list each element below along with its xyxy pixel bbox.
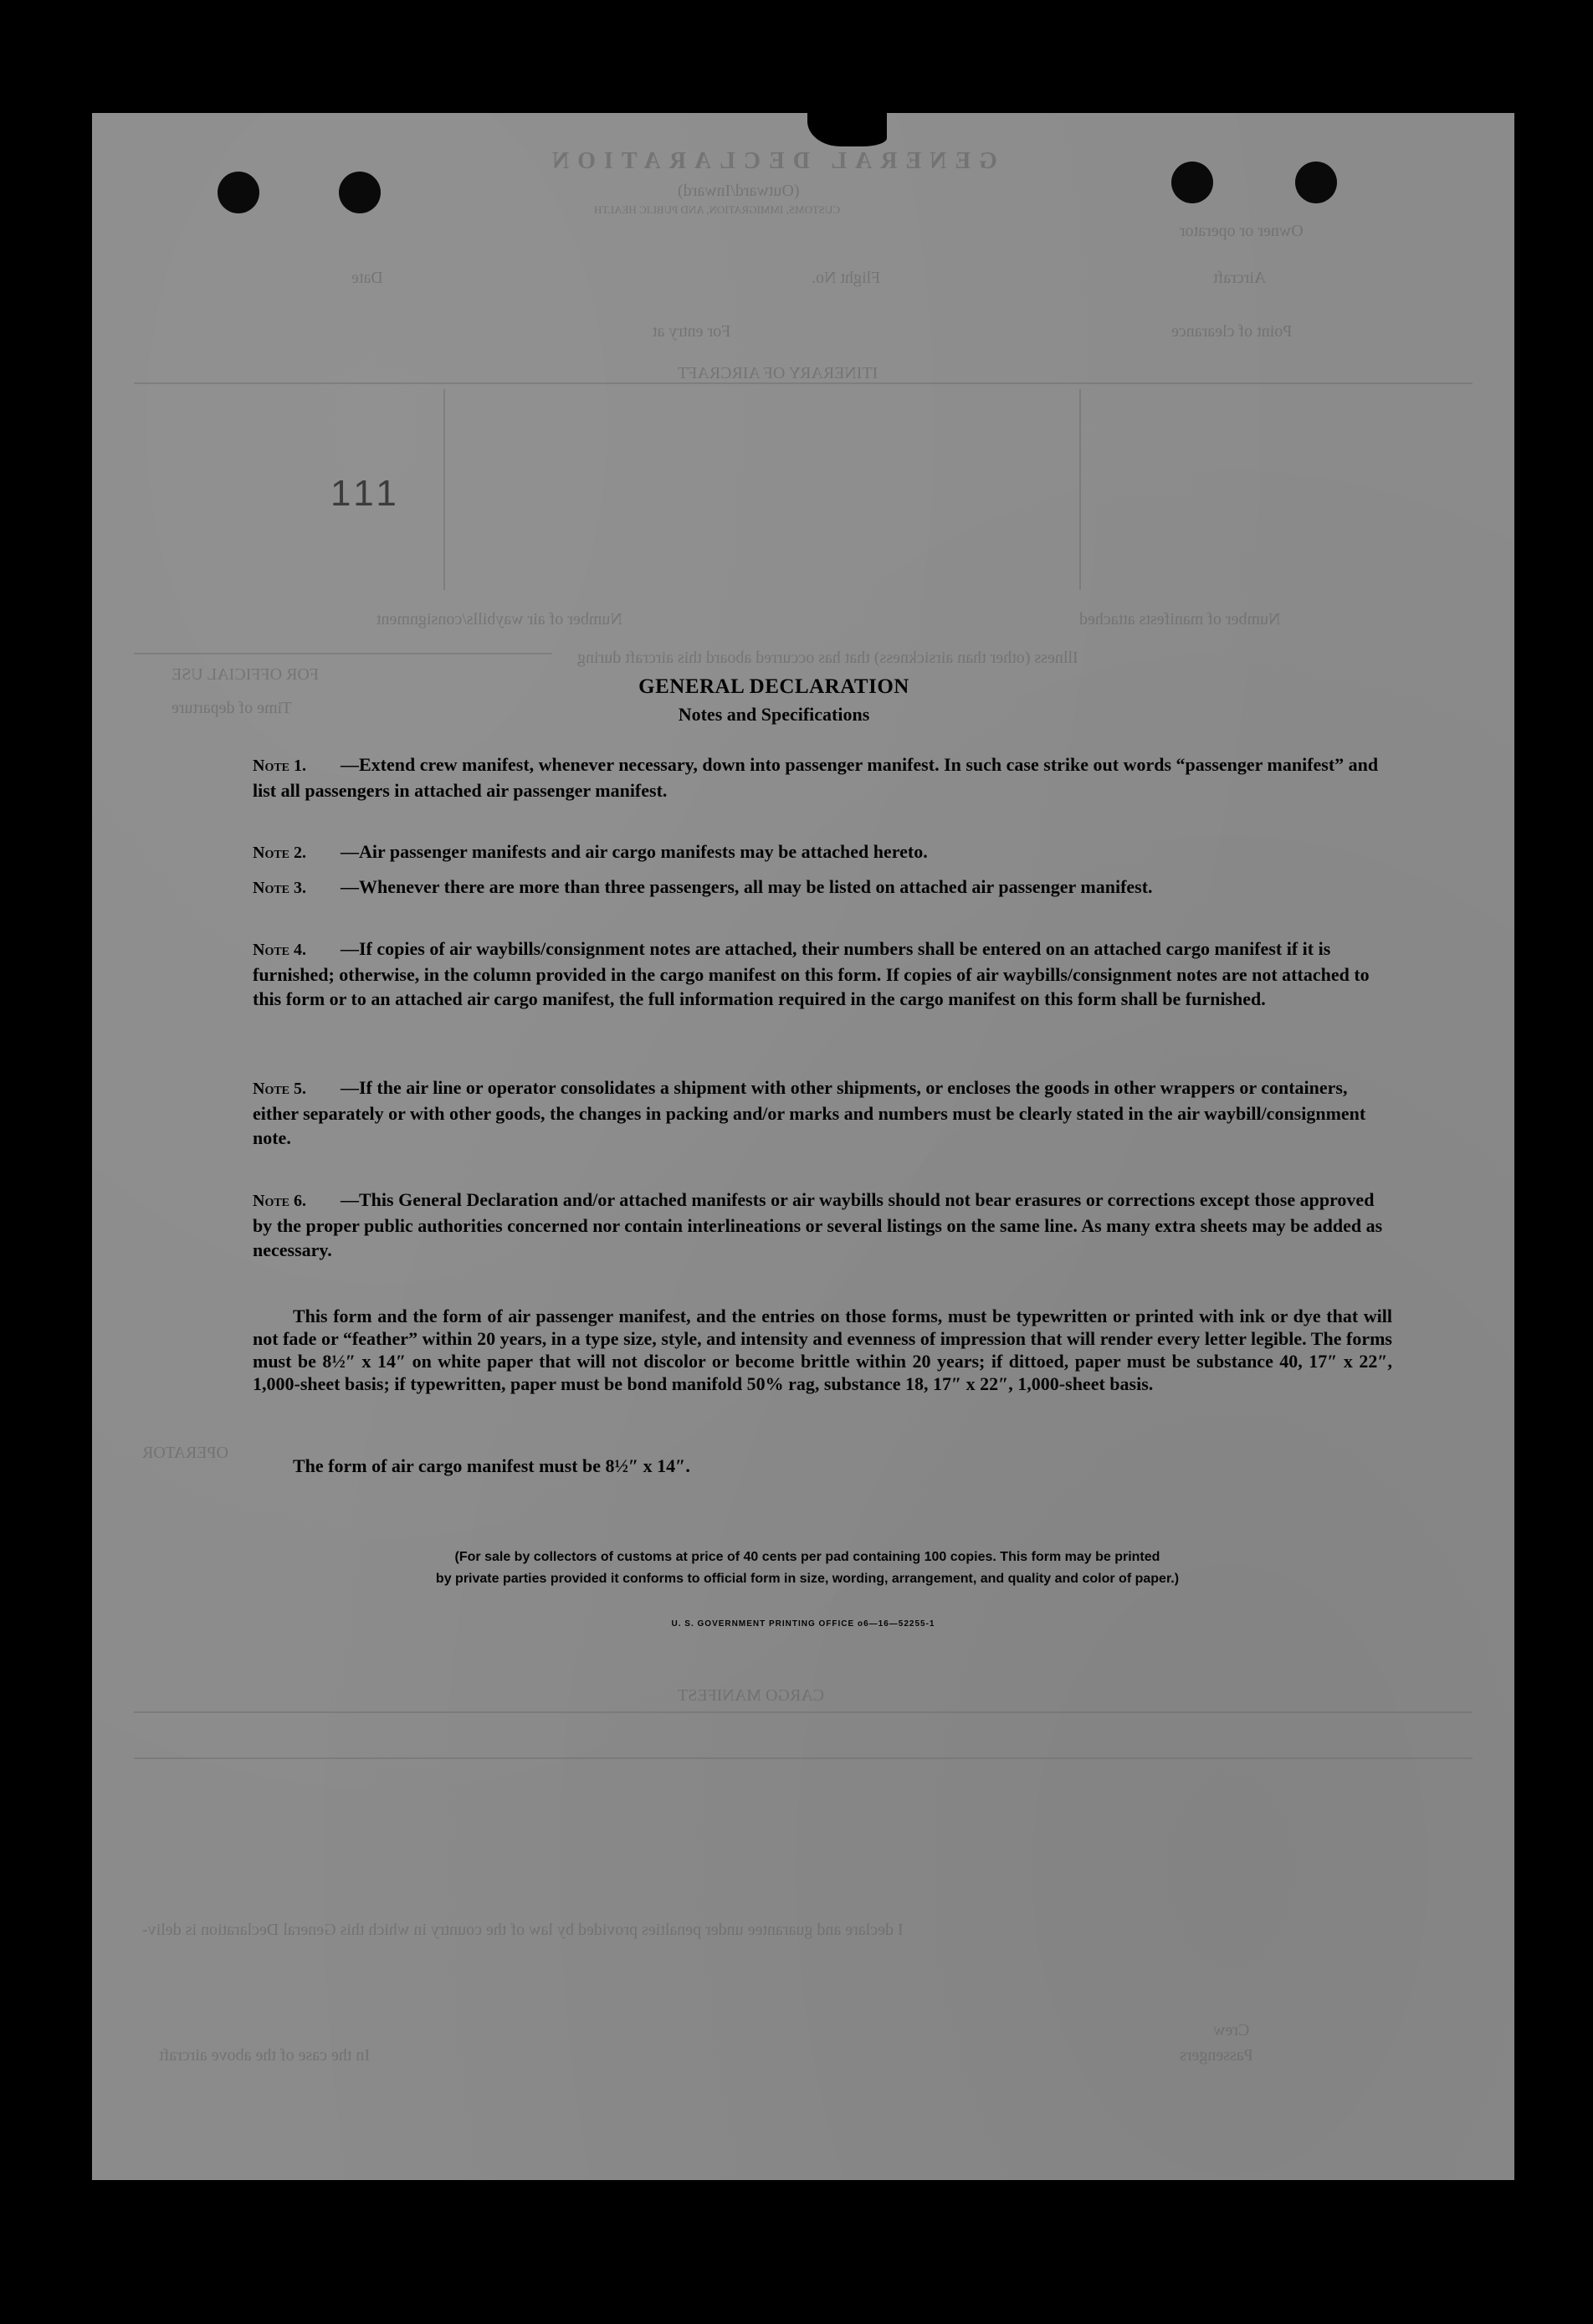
printing-office-line: U. S. GOVERNMENT PRINTING OFFICE o6—16—52255-1 — [671, 1619, 935, 1629]
note-3 — [253, 875, 1392, 900]
bleedthrough-manifests: Number of manifests attached — [1079, 610, 1281, 628]
note-text: —Extend crew manifest, whenever necessary, down into passenger manifest. In such case strike out words “passenger manifest” and list all passengers in attached air passenger manifest. — [253, 754, 1379, 801]
page-subtitle: Notes and Specifications — [678, 704, 870, 725]
note-text: —This General Declaration and/or attached manifests or air waybills should not bear erasures or corrections except those approved by the proper public authorities concerned nor contain interlineations or several listings on the same line. As many extra sheets may be added as necessary. — [253, 1189, 1383, 1260]
note-text: —Air passenger manifests and air cargo manifests may be attached hereto. — [341, 841, 928, 862]
bleedthrough-owner: Owner or operator — [1180, 222, 1304, 240]
bleedthrough-crew: Crew — [1213, 2021, 1250, 2039]
sale-notice-line-1: (For sale by collectors of customs at price of 40 cents per pad containing 100 copies. This form may be printed — [454, 1550, 1160, 1564]
sale-notice-line-2: by private parties provided it conforms to official form in size, wording, arrangement, and quality and color of paper.) — [435, 1572, 1180, 1586]
note-label: Note 3. — [253, 879, 307, 897]
note-text: —If copies of air waybills/consignment notes are attached, their numbers shall be entered on an attached cargo manifest if it is furnished; otherwise, in the column provided in the cargo manifest on this form. If copies of air waybills/consignment notes are not attached to this form or to an attached air cargo manifest, the full information required in the cargo manifest on this form shall be furnished. — [253, 938, 1370, 1009]
bleedthrough-departure: Time of departure — [172, 699, 292, 717]
note-5 — [253, 1075, 1392, 1150]
bleedthrough-declare: I declare and guarantee under penalties provided by law of the country in which this General Declaration is deliv- — [142, 1921, 904, 1939]
note-text: —Whenever there are more than three passengers, all may be listed on attached air passenger manifest. — [341, 876, 1153, 897]
bleedthrough-subtitle: (Outward/Inward) — [678, 182, 800, 200]
bleedthrough-illness: Illness (other than airsickness) that has occurred aboard this aircraft during — [577, 649, 1078, 667]
note-6 — [253, 1188, 1392, 1262]
note-label: Note 5. — [253, 1080, 307, 1098]
note-1 — [253, 752, 1392, 803]
bleedthrough-itinerary: ITINERARY OF AIRCRAFT — [678, 364, 878, 382]
bleedthrough-entry: For entry at — [653, 322, 731, 341]
bleedthrough-passengers: Passengers — [1180, 2046, 1253, 2065]
note-text: —If the air line or operator consolidates a shipment with other shipments, or encloses the goods in other wrappers or containers, either separately or with other goods, the changes in packing and/or marks and numbers must be clearly stated in the air waybill/consignment note. — [253, 1077, 1366, 1148]
bleedthrough-official: FOR OFFICIAL USE — [172, 665, 319, 684]
document-sheet — [92, 113, 1514, 2180]
note-label: Note 2. — [253, 844, 307, 862]
note-4 — [253, 936, 1392, 1011]
bleedthrough-waybills: Number of air waybills/consignment — [376, 610, 622, 628]
cargo-manifest-size: The form of air cargo manifest must be 8½″ x 14″. — [293, 1455, 690, 1476]
bleedthrough-flight: Flight No. — [812, 269, 881, 287]
bleedthrough-operator: OPERATOR — [142, 1444, 228, 1462]
bleedthrough-clearance: Point of clearance — [1171, 322, 1293, 341]
note-label: Note 6. — [253, 1192, 307, 1210]
note-label: Note 4. — [253, 941, 307, 959]
bleedthrough-mark: 111 — [330, 473, 402, 514]
bleedthrough-agency: CUSTOMS, IMMIGRATION, AND PUBLIC HEALTH — [594, 203, 840, 216]
note-label: Note 1. — [253, 757, 307, 775]
page-title: GENERAL DECLARATION — [638, 675, 909, 698]
note-2 — [253, 839, 1392, 865]
bleedthrough-cargo: CARGO MANIFEST — [678, 1686, 825, 1705]
bleedthrough-aircraft: Aircraft — [1213, 269, 1267, 287]
bleedthrough-date: Date — [351, 269, 383, 287]
bleedthrough-title: GENERAL DECLARATION — [544, 148, 997, 174]
form-requirements-paragraph: This form and the form of air passenger manifest, and the entries on those forms, must be typewritten or printed with ink or dye that will not fade or “feather” within 20 years, in a type size, style, and intensity and evenness of impression that will render every letter legible. The forms must be 8½″ x 14″ on white paper that will not discolor or become brittle within 20 years; if dittoed, paper must be substance 40, 17″ x 22″, 1,000-sheet basis; if typewritten, paper must be bond manifold 50% rag, substance 18, 17″ x 22″, 1,000-sheet basis. — [253, 1306, 1392, 1394]
bleedthrough-case: In the case of the above aircraft — [159, 2046, 371, 2065]
